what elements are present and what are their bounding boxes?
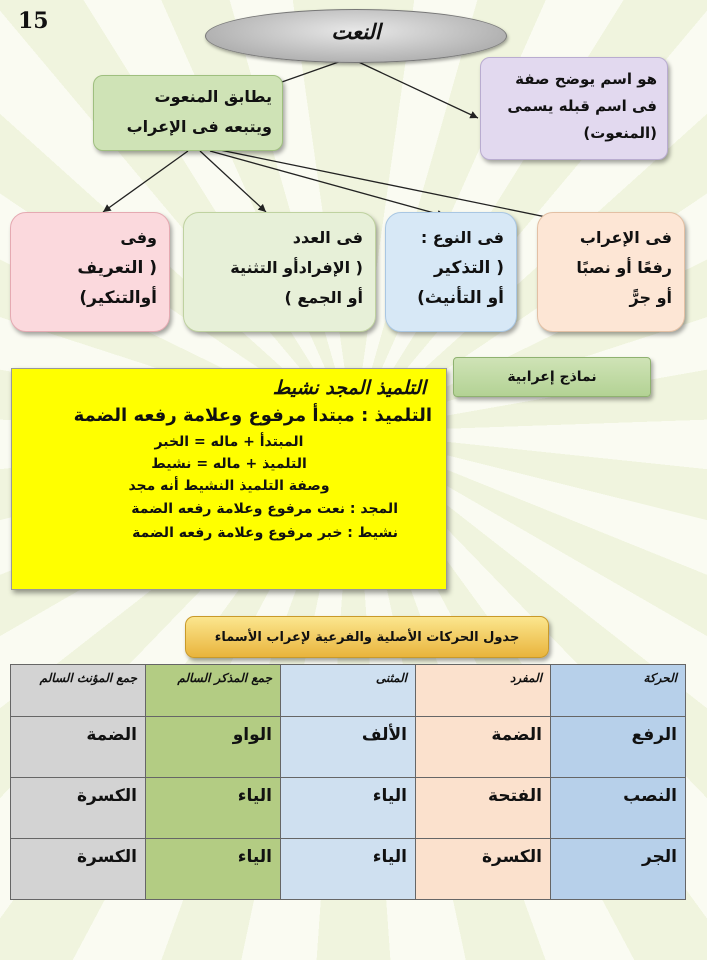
example-rule-2: التلميذ + ماله = نشيط [151,456,307,472]
table-cell: الضمة [11,717,146,778]
header-masc-plural: جمع المذكر السالم [146,665,281,717]
table-cell: الفتحة [416,778,551,839]
gender-line-3: أو التأنيث) [417,288,504,308]
page-title: النعت [331,20,381,44]
table-cell: الكسرة [416,839,551,900]
definition-line-2: فى اسم قبله يسمى [507,97,657,115]
table-cell: الجر [551,839,686,900]
example-rule-1: المبتدأ + ماله = الخبر [154,434,304,450]
table-row [11,717,686,778]
table-row [11,839,686,900]
header-case: الحركة [551,665,686,717]
number-agreement-box [183,212,376,332]
number-line-3: أو الجمع ) [284,288,363,307]
table-cell: الياء [281,839,416,900]
example-sentence: التلميذ المجد نشيط [272,377,426,399]
table-row [11,778,686,839]
case-agreement-box [537,212,685,332]
header-singular: المفرد [416,665,551,717]
case-line-2: رفعًا أو نصبًا [576,258,672,277]
table-cell: الكسرة [11,839,146,900]
table-cell: الياء [146,778,281,839]
definiteness-line-1: وفى [120,228,157,247]
example-parse-predicate: نشيط : خبر مرفوع وعلامة رفعه الضمة [132,525,398,541]
table-cell: الألف [281,717,416,778]
table-header-row [11,665,686,717]
case-line-1: فى الإعراب [579,228,672,247]
table-cell: الضمة [416,717,551,778]
page-number: 15 [18,8,49,34]
definiteness-line-2: ( التعريف [77,258,157,278]
table-cell: النصب [551,778,686,839]
definition-box [480,57,668,160]
table-cell: الياء [281,778,416,839]
agreement-box [93,75,283,151]
header-dual: المثنى [281,665,416,717]
definition-line-3: (المنعوت) [583,124,657,142]
gender-line-2: ( التذكير [433,258,504,278]
models-label: نماذج إعرابية [453,357,651,397]
definiteness-agreement-box [10,212,170,332]
table-cell: الرفع [551,717,686,778]
example-explanation: وصفة التلميذ النشيط أنه مجد [128,478,330,494]
header-fem-plural: جمع المؤنث السالم [11,665,146,717]
example-parse-subject: التلميذ : مبتدأ مرفوع وعلامة رفعه الضمة [73,405,432,426]
table-title: جدول الحركات الأصلية والفرعية لإعراب الأسماء [185,616,549,658]
case-line-3: أو جرًّ [629,288,672,307]
agreement-line-1: يطابق المنعوت [154,87,272,106]
definiteness-line-3: أوالتنكير) [79,288,157,308]
table-cell: الكسرة [11,778,146,839]
gender-agreement-box [385,212,517,332]
table-cell: الواو [146,717,281,778]
gender-line-1: فى النوع : [420,228,504,247]
declension-table [10,664,686,900]
definition-line-1: هو اسم يوضح صفة [515,70,657,88]
agreement-line-2: ويتبعه فى الإعراب [126,117,272,136]
example-box [11,368,447,590]
example-parse-adjective: المجد : نعت مرفوع وعلامة رفعه الضمة [131,501,398,517]
number-line-2: ( الإفرادأو التثنية [230,258,363,277]
number-line-1: فى العدد [292,228,363,247]
title-oval [205,9,507,63]
table-cell: الياء [146,839,281,900]
